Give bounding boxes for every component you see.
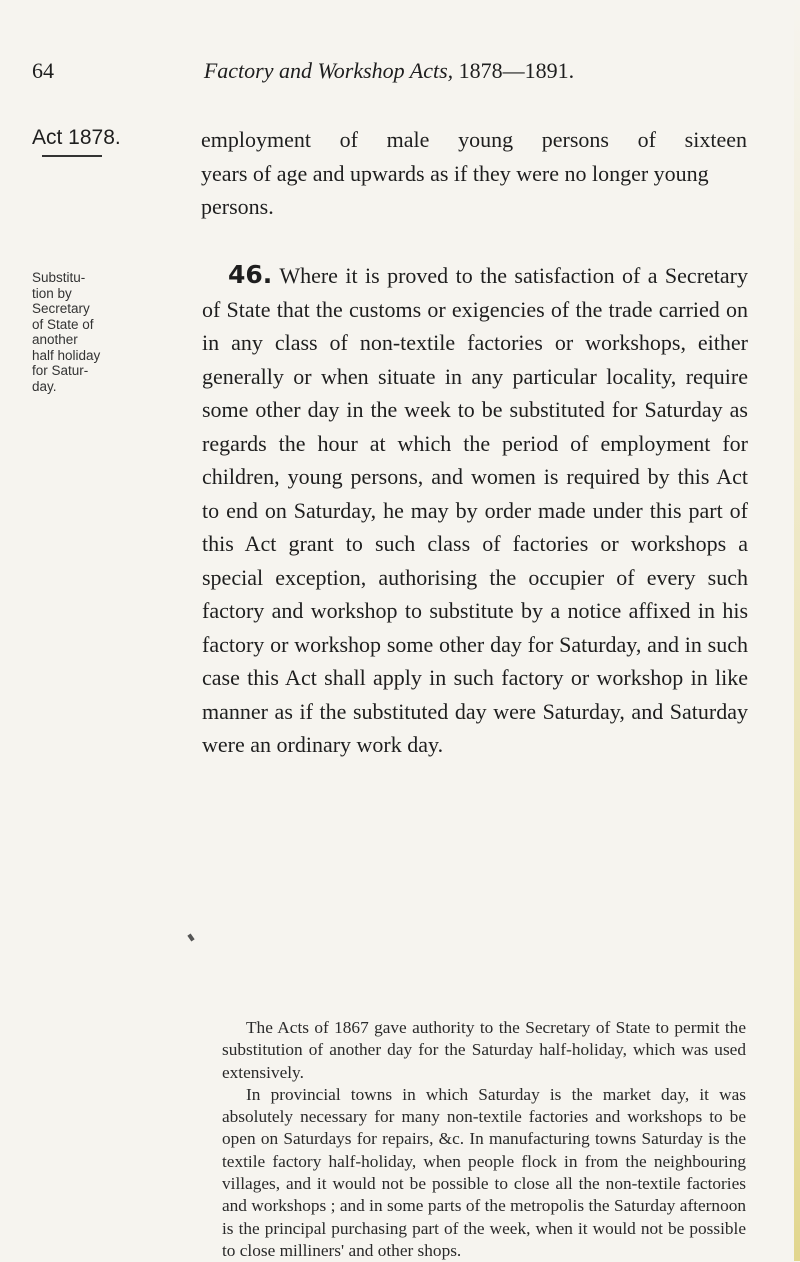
continuation-paragraph [201,123,747,224]
section-number: 46. [228,260,273,289]
commentary-paragraph: The Acts of 1867 gave authority to the Secretary of State to permit the substitution of another day for the Saturday half-holiday, which was used extensively. [222,1018,746,1082]
sidenote-line: half holiday [32,347,101,363]
running-title-text: Factory and Workshop Acts, [203,58,454,83]
page-header [32,58,746,92]
commentary-paragraph: In provincial towns in which Saturday is the market day, it was absolutely necessary for many non-textile factories and workshops to be open on Saturdays for repairs, &c. In manufacturing towns Saturday is the textile factory half-holiday, when people flock in from the neighbouring villages, and it would not be possible to close all the non-textile factories and workshops ; and in some parts of the metropolis the Saturday afternoon is the principal purchasing part of the week, when it would not be possible to close milliners' and other shops. [222,1084,746,1260]
sidenote-line: Secretary [32,301,90,316]
page-number: 64 [32,58,54,83]
running-title-years: 1878—1891. [458,58,575,83]
sidenote-line: of State of [32,316,94,332]
margin-sidenote [32,270,132,394]
section-46 [202,258,748,762]
margin-mark [187,933,194,941]
commentary-notes [222,1017,746,1262]
running-title [32,58,746,84]
sidenote-line: another [32,332,78,347]
sidenote-line: tion by [32,285,72,301]
act-label-underline [42,155,102,157]
sidenote-line: for Satur- [32,363,89,378]
margin-act-label: Act 1878. [32,126,121,149]
continuation-rest: years of age and upwards as if they were no longer young persons. [201,160,709,219]
sidenote-line: day. [32,378,57,394]
section-text: Where it is proved to the satisfaction of a Secretary of State that the customs or exigencies of the trade carried on in any class of non-textile factories or workshops, either generally or when situate in any particular locality, require some other day in the week to be substituted for Saturday as regards the hour at which the period of employment for children, young persons, and women is required by this Act to end on Saturday, he may by order made under this part of this Act grant to such class of factories or workshops a special exception, authorising the occupier of every such factory and workshop to substitute by a notice affixed in his factory or workshop some other day for Saturday, and in such case this Act shall apply in such factory or workshop in like manner as if the substituted day were Saturday, and Saturday were an ordinary work day. [202,263,748,757]
sidenote-line: Substitu- [32,270,86,285]
page-edge-shadow [794,0,800,1261]
continuation-first-line: employment of male young persons of sixteen [201,127,747,152]
